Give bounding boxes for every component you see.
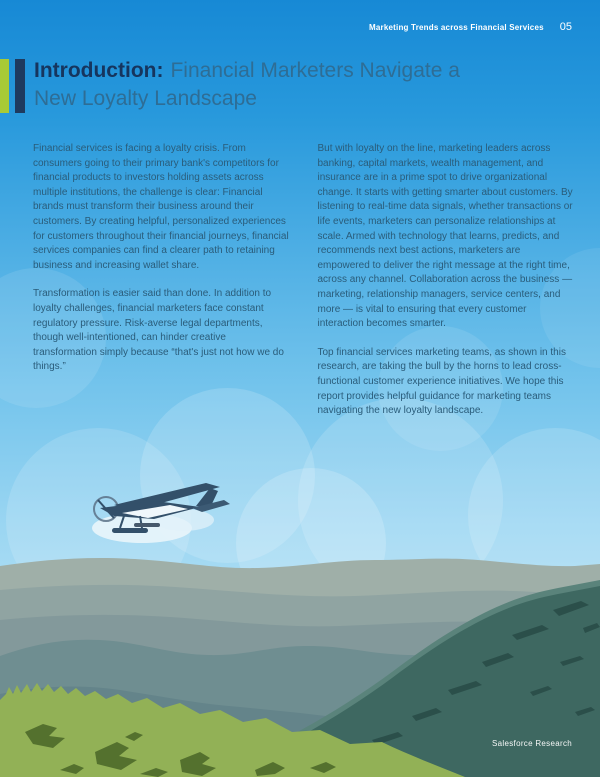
section-title-block — [0, 57, 492, 113]
page-number: 05 — [559, 21, 572, 33]
seaplane-icon — [84, 478, 246, 550]
running-header — [369, 21, 572, 33]
paragraph: But with loyalty on the line, marketing leaders across banking, capital markets, wealth management, and insurance are in a prime spot to drive organizational change. It starts with getting smarter about customers. By listening to real-time data signals, whether transactions or life events, marketers can personalize relationships at scale. Armed with technology that learns, predicts, and recommends next best actions, marketers are empowered to deliver the right message at the right time, across any channel. Collaboration across the business — marketing, relationship managers, service centers, and more — is vital to ensuring that every customer interaction becomes smarter. — [317, 143, 573, 330]
page-title — [34, 57, 492, 113]
page-title-rest: Financial Marketers Navigate a New Loyalty Landscape — [34, 59, 460, 110]
footer-brand-label: Salesforce Research — [492, 739, 572, 748]
body-columns — [33, 142, 575, 433]
right-column — [318, 142, 576, 433]
paragraph: Transformation is easier said than done. In addition to loyalty challenges, financial marketers face constant regulatory pressure. Risk-averse legal departments, though well-intentioned, can hinder creative transformation simply because “that's just not how we do things.” — [33, 288, 284, 373]
paragraph: Top financial services marketing teams, as shown in this research, are taking the bull by the horns to lead cross-functional customer experience initiatives. We hope this report provides helpful guidance for marketing teams navigating the new loyalty landscape. — [317, 346, 566, 417]
left-column — [33, 142, 291, 433]
accent-bar-navy — [15, 59, 25, 113]
running-header-title: Marketing Trends across Financial Services — [369, 23, 544, 32]
page-title-lead: Introduction: — [34, 59, 164, 82]
accent-bar-green — [0, 59, 9, 113]
paragraph: Financial services is facing a loyalty crisis. From consumers going to their primary bank's competitors for financial products to investors holding assets across multiple institutions, the challenge is clear: Financial brands must transform their business around their customers. By creating helpful, personalized experiences for customers throughout their financial journeys, financial services companies can find a clearer path to retaining business and increasing wallet share. — [33, 143, 289, 271]
